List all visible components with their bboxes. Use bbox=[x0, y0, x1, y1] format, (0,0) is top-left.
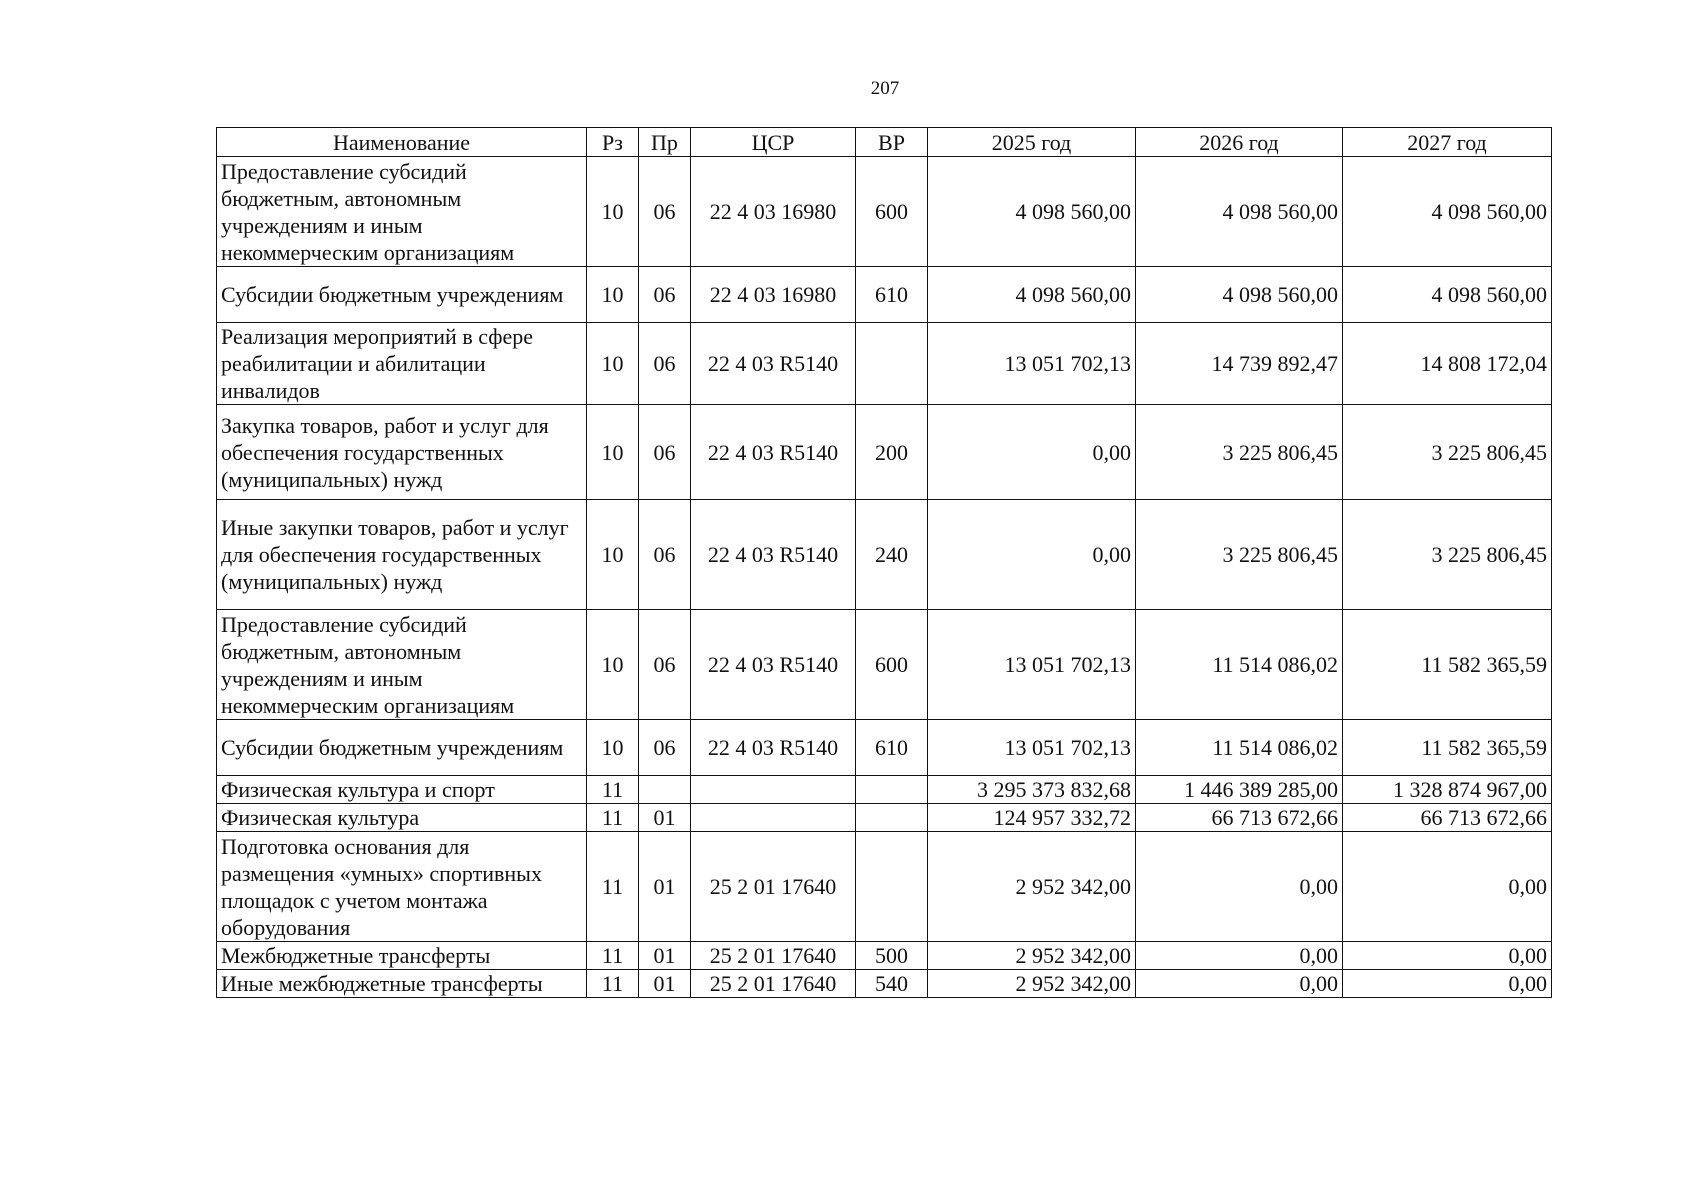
cell-2027: 1 328 874 967,00 bbox=[1343, 776, 1552, 804]
cell-2025: 0,00 bbox=[928, 405, 1136, 500]
cell-name: Закупка товаров, работ и услуг для обеспечения государственных (муниципальных) нужд bbox=[217, 405, 587, 500]
cell-pr: 06 bbox=[639, 157, 691, 267]
cell-2027: 4 098 560,00 bbox=[1343, 267, 1552, 323]
cell-csr bbox=[691, 804, 856, 832]
cell-2027: 14 808 172,04 bbox=[1343, 323, 1552, 405]
cell-2026: 11 514 086,02 bbox=[1136, 720, 1343, 776]
table-row bbox=[217, 970, 1552, 998]
cell-csr: 25 2 01 17640 bbox=[691, 832, 856, 942]
cell-name: Субсидии бюджетным учреждениям bbox=[217, 267, 587, 323]
cell-csr: 22 4 03 R5140 bbox=[691, 405, 856, 500]
cell-2025: 3 295 373 832,68 bbox=[928, 776, 1136, 804]
cell-2026: 4 098 560,00 bbox=[1136, 157, 1343, 267]
cell-2026: 0,00 bbox=[1136, 832, 1343, 942]
cell-2027: 3 225 806,45 bbox=[1343, 405, 1552, 500]
cell-2025: 124 957 332,72 bbox=[928, 804, 1136, 832]
cell-pr bbox=[639, 776, 691, 804]
cell-vr: 240 bbox=[856, 500, 928, 610]
cell-pr: 06 bbox=[639, 323, 691, 405]
cell-name: Межбюджетные трансферты bbox=[217, 942, 587, 970]
header-vr: ВР bbox=[856, 128, 928, 157]
cell-vr: 610 bbox=[856, 720, 928, 776]
cell-rz: 11 bbox=[587, 942, 639, 970]
cell-pr: 06 bbox=[639, 405, 691, 500]
cell-vr bbox=[856, 323, 928, 405]
cell-vr: 600 bbox=[856, 610, 928, 720]
cell-2026: 3 225 806,45 bbox=[1136, 405, 1343, 500]
table-row bbox=[217, 832, 1552, 942]
cell-2027: 11 582 365,59 bbox=[1343, 720, 1552, 776]
header-csr: ЦСР bbox=[691, 128, 856, 157]
cell-2025: 2 952 342,00 bbox=[928, 942, 1136, 970]
page-number: 207 bbox=[870, 78, 900, 99]
cell-csr bbox=[691, 776, 856, 804]
cell-name: Предоставление субсидий бюджетным, автономным учреждениям и иным некоммерческим организациям bbox=[217, 610, 587, 720]
cell-2025: 13 051 702,13 bbox=[928, 720, 1136, 776]
cell-2025: 13 051 702,13 bbox=[928, 610, 1136, 720]
cell-rz: 11 bbox=[587, 804, 639, 832]
cell-csr: 22 4 03 R5140 bbox=[691, 610, 856, 720]
cell-csr: 22 4 03 16980 bbox=[691, 157, 856, 267]
cell-pr: 06 bbox=[639, 267, 691, 323]
cell-vr: 540 bbox=[856, 970, 928, 998]
cell-2027: 11 582 365,59 bbox=[1343, 610, 1552, 720]
cell-2026: 14 739 892,47 bbox=[1136, 323, 1343, 405]
header-rz: Рз bbox=[587, 128, 639, 157]
table-row bbox=[217, 776, 1552, 804]
cell-vr bbox=[856, 776, 928, 804]
header-row bbox=[217, 128, 1552, 157]
cell-rz: 10 bbox=[587, 610, 639, 720]
header-pr: Пр bbox=[639, 128, 691, 157]
cell-2027: 66 713 672,66 bbox=[1343, 804, 1552, 832]
cell-rz: 11 bbox=[587, 832, 639, 942]
cell-pr: 01 bbox=[639, 832, 691, 942]
cell-2025: 13 051 702,13 bbox=[928, 323, 1136, 405]
table-row bbox=[217, 804, 1552, 832]
cell-pr: 01 bbox=[639, 804, 691, 832]
cell-2026: 11 514 086,02 bbox=[1136, 610, 1343, 720]
cell-pr: 01 bbox=[639, 942, 691, 970]
cell-csr: 25 2 01 17640 bbox=[691, 942, 856, 970]
cell-name: Субсидии бюджетным учреждениям bbox=[217, 720, 587, 776]
cell-2026: 3 225 806,45 bbox=[1136, 500, 1343, 610]
table-row bbox=[217, 157, 1552, 267]
cell-vr: 500 bbox=[856, 942, 928, 970]
header-2025: 2025 год bbox=[928, 128, 1136, 157]
cell-name: Физическая культура bbox=[217, 804, 587, 832]
table-row bbox=[217, 942, 1552, 970]
cell-name: Физическая культура и спорт bbox=[217, 776, 587, 804]
cell-2027: 0,00 bbox=[1343, 970, 1552, 998]
cell-name: Иные межбюджетные трансферты bbox=[217, 970, 587, 998]
table-row bbox=[217, 323, 1552, 405]
cell-2026: 66 713 672,66 bbox=[1136, 804, 1343, 832]
table-row bbox=[217, 720, 1552, 776]
cell-csr: 25 2 01 17640 bbox=[691, 970, 856, 998]
cell-rz: 10 bbox=[587, 405, 639, 500]
cell-2026: 0,00 bbox=[1136, 970, 1343, 998]
cell-vr bbox=[856, 804, 928, 832]
cell-name: Подготовка основания для размещения «умных» спортивных площадок с учетом монтажа оборудования bbox=[217, 832, 587, 942]
cell-2026: 0,00 bbox=[1136, 942, 1343, 970]
cell-2025: 4 098 560,00 bbox=[928, 157, 1136, 267]
cell-pr: 06 bbox=[639, 610, 691, 720]
budget-table bbox=[216, 127, 1552, 998]
cell-2027: 0,00 bbox=[1343, 832, 1552, 942]
table-row bbox=[217, 610, 1552, 720]
cell-name: Предоставление субсидий бюджетным, автономным учреждениям и иным некоммерческим организациям bbox=[217, 157, 587, 267]
cell-rz: 10 bbox=[587, 500, 639, 610]
cell-csr: 22 4 03 R5140 bbox=[691, 720, 856, 776]
cell-2025: 2 952 342,00 bbox=[928, 970, 1136, 998]
cell-2027: 0,00 bbox=[1343, 942, 1552, 970]
cell-rz: 10 bbox=[587, 267, 639, 323]
cell-rz: 10 bbox=[587, 157, 639, 267]
cell-2026: 1 446 389 285,00 bbox=[1136, 776, 1343, 804]
table-row bbox=[217, 500, 1552, 610]
header-name: Наименование bbox=[217, 128, 587, 157]
cell-pr: 06 bbox=[639, 720, 691, 776]
cell-csr: 22 4 03 R5140 bbox=[691, 323, 856, 405]
cell-rz: 10 bbox=[587, 323, 639, 405]
cell-name: Реализация мероприятий в сфере реабилитации и абилитации инвалидов bbox=[217, 323, 587, 405]
header-2026: 2026 год bbox=[1136, 128, 1343, 157]
cell-2025: 0,00 bbox=[928, 500, 1136, 610]
cell-2027: 3 225 806,45 bbox=[1343, 500, 1552, 610]
cell-rz: 10 bbox=[587, 720, 639, 776]
cell-name: Иные закупки товаров, работ и услуг для обеспечения государственных (муниципальных) нужд bbox=[217, 500, 587, 610]
cell-2025: 4 098 560,00 bbox=[928, 267, 1136, 323]
cell-rz: 11 bbox=[587, 776, 639, 804]
cell-rz: 11 bbox=[587, 970, 639, 998]
cell-pr: 01 bbox=[639, 970, 691, 998]
header-2027: 2027 год bbox=[1343, 128, 1552, 157]
cell-vr: 200 bbox=[856, 405, 928, 500]
table-row bbox=[217, 267, 1552, 323]
cell-vr: 600 bbox=[856, 157, 928, 267]
cell-csr: 22 4 03 R5140 bbox=[691, 500, 856, 610]
cell-2027: 4 098 560,00 bbox=[1343, 157, 1552, 267]
cell-pr: 06 bbox=[639, 500, 691, 610]
cell-2025: 2 952 342,00 bbox=[928, 832, 1136, 942]
cell-vr bbox=[856, 832, 928, 942]
cell-csr: 22 4 03 16980 bbox=[691, 267, 856, 323]
table-row bbox=[217, 405, 1552, 500]
cell-vr: 610 bbox=[856, 267, 928, 323]
cell-2026: 4 098 560,00 bbox=[1136, 267, 1343, 323]
